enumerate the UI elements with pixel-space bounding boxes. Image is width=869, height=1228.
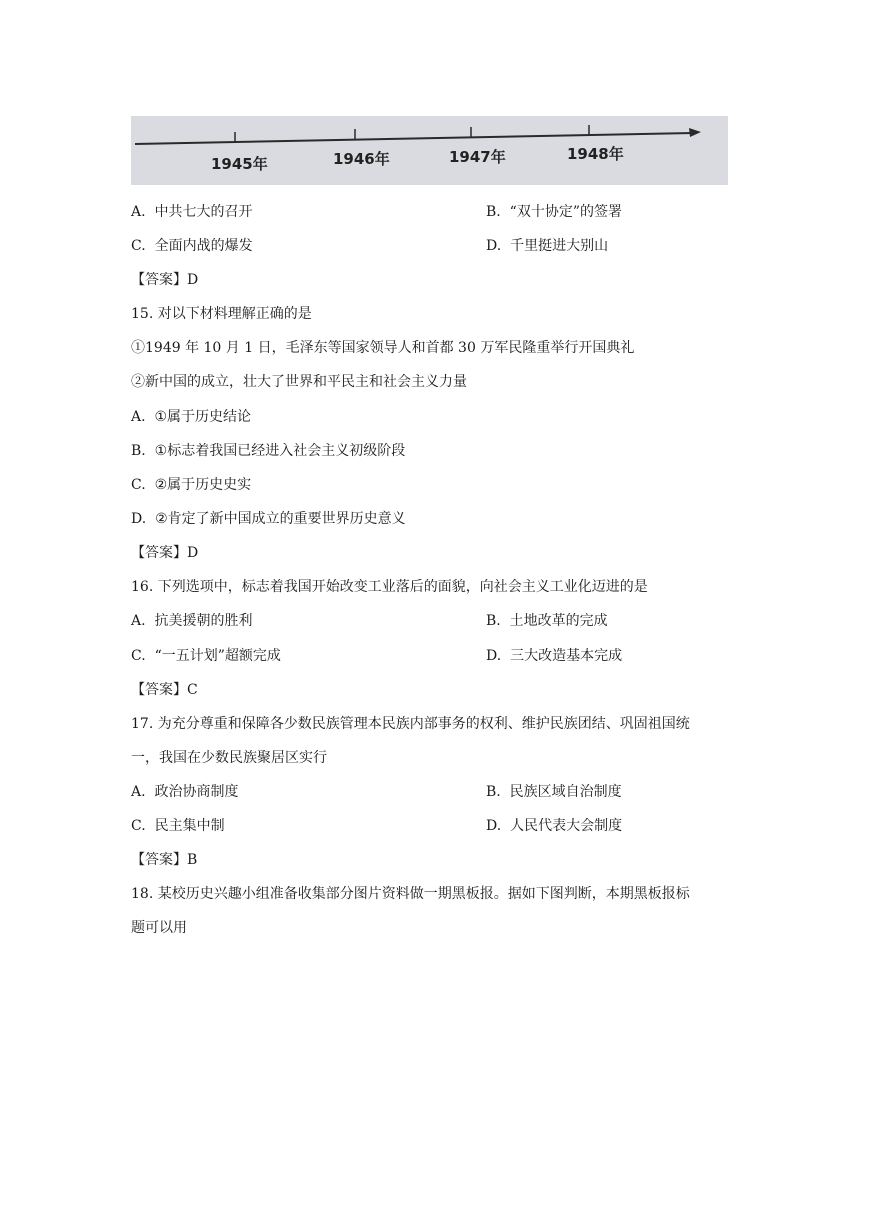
q16-option-b: B. 土地改革的完成 xyxy=(486,613,608,629)
q17-answer: 【答案】B xyxy=(131,852,198,868)
q15-option-c: C. ②属于历史史实 xyxy=(131,477,252,493)
timeline-svg xyxy=(131,116,728,185)
q15-option-a: A. ①属于历史结论 xyxy=(131,409,252,425)
q17-stem-line-2: 一，我国在少数民族聚居区实行 xyxy=(131,750,327,766)
q15-answer: 【答案】D xyxy=(131,545,199,561)
q15-option-d: D. ②肯定了新中国成立的重要世界历史意义 xyxy=(131,511,406,527)
q18-stem-line-1: 18. 某校历史兴趣小组准备收集部分图片资料做一期黑板报。据如下图判断，本期黑板报标 xyxy=(131,886,690,902)
q14-option-a: A. 中共七大的召开 xyxy=(131,204,253,220)
q17-option-b: B. 民族区域自治制度 xyxy=(486,784,622,800)
q14-answer: 【答案】D xyxy=(131,272,199,288)
timeline-figure xyxy=(131,116,728,185)
timeline-axis xyxy=(135,133,693,144)
q14-option-d: D. 千里挺进大别山 xyxy=(486,238,609,254)
timeline-label-1946: 1946年 xyxy=(333,150,390,168)
q17-stem-line-1: 17. 为充分尊重和保障各少数民族管理本民族内部事务的权利、维护民族团结、巩固祖国统 xyxy=(131,716,690,732)
timeline-label-1948: 1948年 xyxy=(567,145,624,163)
q15-stem: 15. 对以下材料理解正确的是 xyxy=(131,306,312,322)
q17-option-a: A. 政治协商制度 xyxy=(131,784,239,800)
q16-stem: 16. 下列选项中，标志着我国开始改变工业落后的面貌，向社会主义工业化迈进的是 xyxy=(131,579,648,595)
q14-option-b: B. “双十协定”的签署 xyxy=(486,204,622,220)
q15-option-b: B. ①标志着我国已经进入社会主义初级阶段 xyxy=(131,443,406,459)
q17-option-d: D. 人民代表大会制度 xyxy=(486,818,623,834)
timeline-label-1947: 1947年 xyxy=(449,148,506,166)
q17-option-c: C. 民主集中制 xyxy=(131,818,225,834)
q16-option-d: D. 三大改造基本完成 xyxy=(486,648,623,664)
q16-option-a: A. 抗美援朝的胜利 xyxy=(131,613,253,629)
q16-answer: 【答案】C xyxy=(131,682,198,698)
q15-material-1: ①1949 年 10 月 1 日，毛泽东等国家领导人和首都 30 万军民隆重举行开国典礼 xyxy=(131,340,635,356)
timeline-label-1945: 1945年 xyxy=(211,155,268,173)
q18-stem-line-2: 题可以用 xyxy=(131,920,187,936)
q14-option-c: C. 全面内战的爆发 xyxy=(131,238,253,254)
timeline-arrowhead xyxy=(689,128,701,137)
q16-option-c: C. “一五计划”超额完成 xyxy=(131,648,281,664)
q15-material-2: ②新中国的成立，壮大了世界和平民主和社会主义力量 xyxy=(131,374,467,390)
